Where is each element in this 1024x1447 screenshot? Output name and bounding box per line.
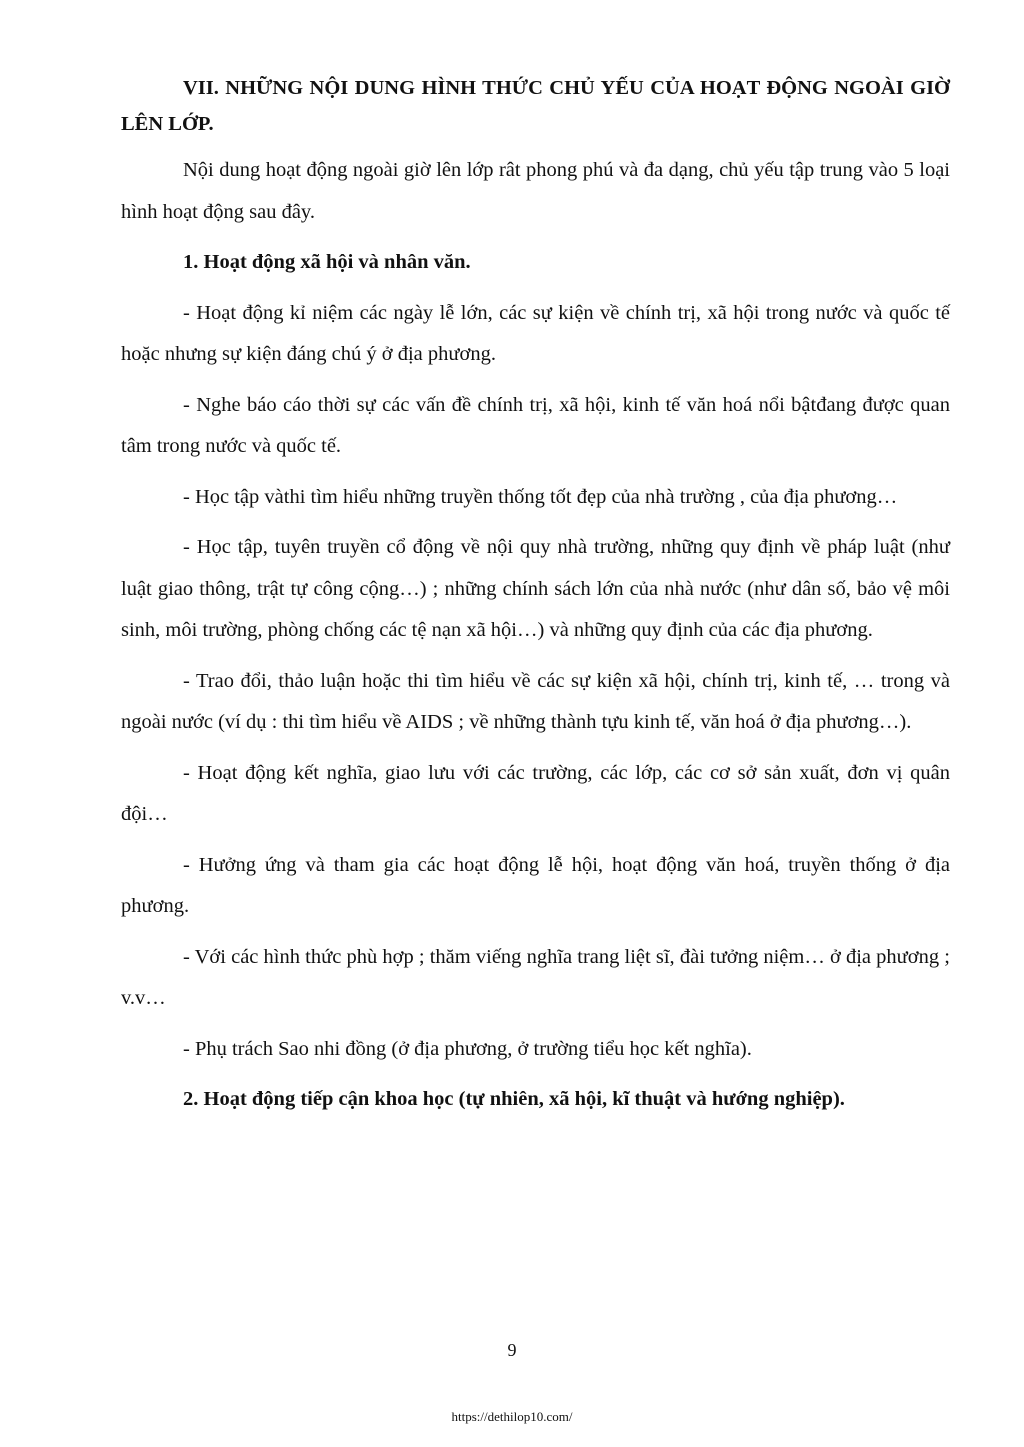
document-page [121, 70, 950, 1130]
page-number: 9 [507, 1340, 517, 1360]
subsection-title-1: 1. Hoạt động xã hội và nhân văn. [183, 251, 471, 273]
list-item: - Nghe báo cáo thời sự các vấn đề chính trị, xã hội, kinh tế văn hoá nổi bậtđang được quan tâm trong nước và quốc tế. [121, 393, 950, 457]
list-item: - Học tập vàthi tìm hiểu những truyền thống tốt đẹp của nhà trường , của địa phương… [183, 485, 898, 508]
list-item: - Hoạt động kết nghĩa, giao lưu với các trường, các lớp, các cơ sở sản xuất, đơn vị quân đội… [121, 761, 950, 825]
list-item: - Trao đổi, thảo luận hoặc thi tìm hiểu về các sự kiện xã hội, chính trị, kinh tế, … trong và ngoài nước (ví dụ : thi tìm hiểu về AIDS ; về những thành tựu kinh tế, văn hoá ở địa phương…). [121, 669, 950, 733]
list-item: - Với các hình thức phù hợp ; thăm viếng nghĩa trang liệt sĩ, đài tưởng niệm… ở địa phương ; v.v… [121, 945, 950, 1009]
list-item: - Hoạt động kỉ niệm các ngày lễ lớn, các sự kiện về chính trị, xã hội trong nước và quốc tế hoặc nhưng sự kiện đáng chú ý ở địa phương. [121, 301, 950, 365]
section-heading: VII. NHỮNG NỘI DUNG HÌNH THỨC CHỦ YẾU CỦA HOẠT ĐỘNG NGOÀI GIỜ LÊN LỚP. [121, 77, 950, 135]
list-item: - Phụ trách Sao nhi đồng (ở địa phương, ở trường tiểu học kết nghĩa). [183, 1037, 752, 1060]
footer-url: https://dethilop10.com/ [451, 1409, 573, 1424]
subsection-title-2: 2. Hoạt động tiếp cận khoa học (tự nhiên, xã hội, kĩ thuật và hướng nghiệp). [183, 1088, 845, 1110]
list-item: - Hưởng ứng và tham gia các hoạt động lễ hội, hoạt động văn hoá, truyền thống ở địa phương. [121, 853, 950, 917]
list-item: - Học tập, tuyên truyền cổ động về nội quy nhà trường, những quy định về pháp luật (như luật giao thông, trật tự công cộng…) ; những chính sách lớn của nhà nước (như dân số, bảo vệ môi sinh, môi trường, phòng chống các tệ nạn xã hội…) và những quy định của các địa phương. [121, 536, 950, 641]
intro-paragraph: Nội dung hoạt động ngoài giờ lên lớp rât phong phú và đa dạng, chủ yếu tập trung vào 5 loại hình hoạt động sau đây. [121, 159, 950, 223]
